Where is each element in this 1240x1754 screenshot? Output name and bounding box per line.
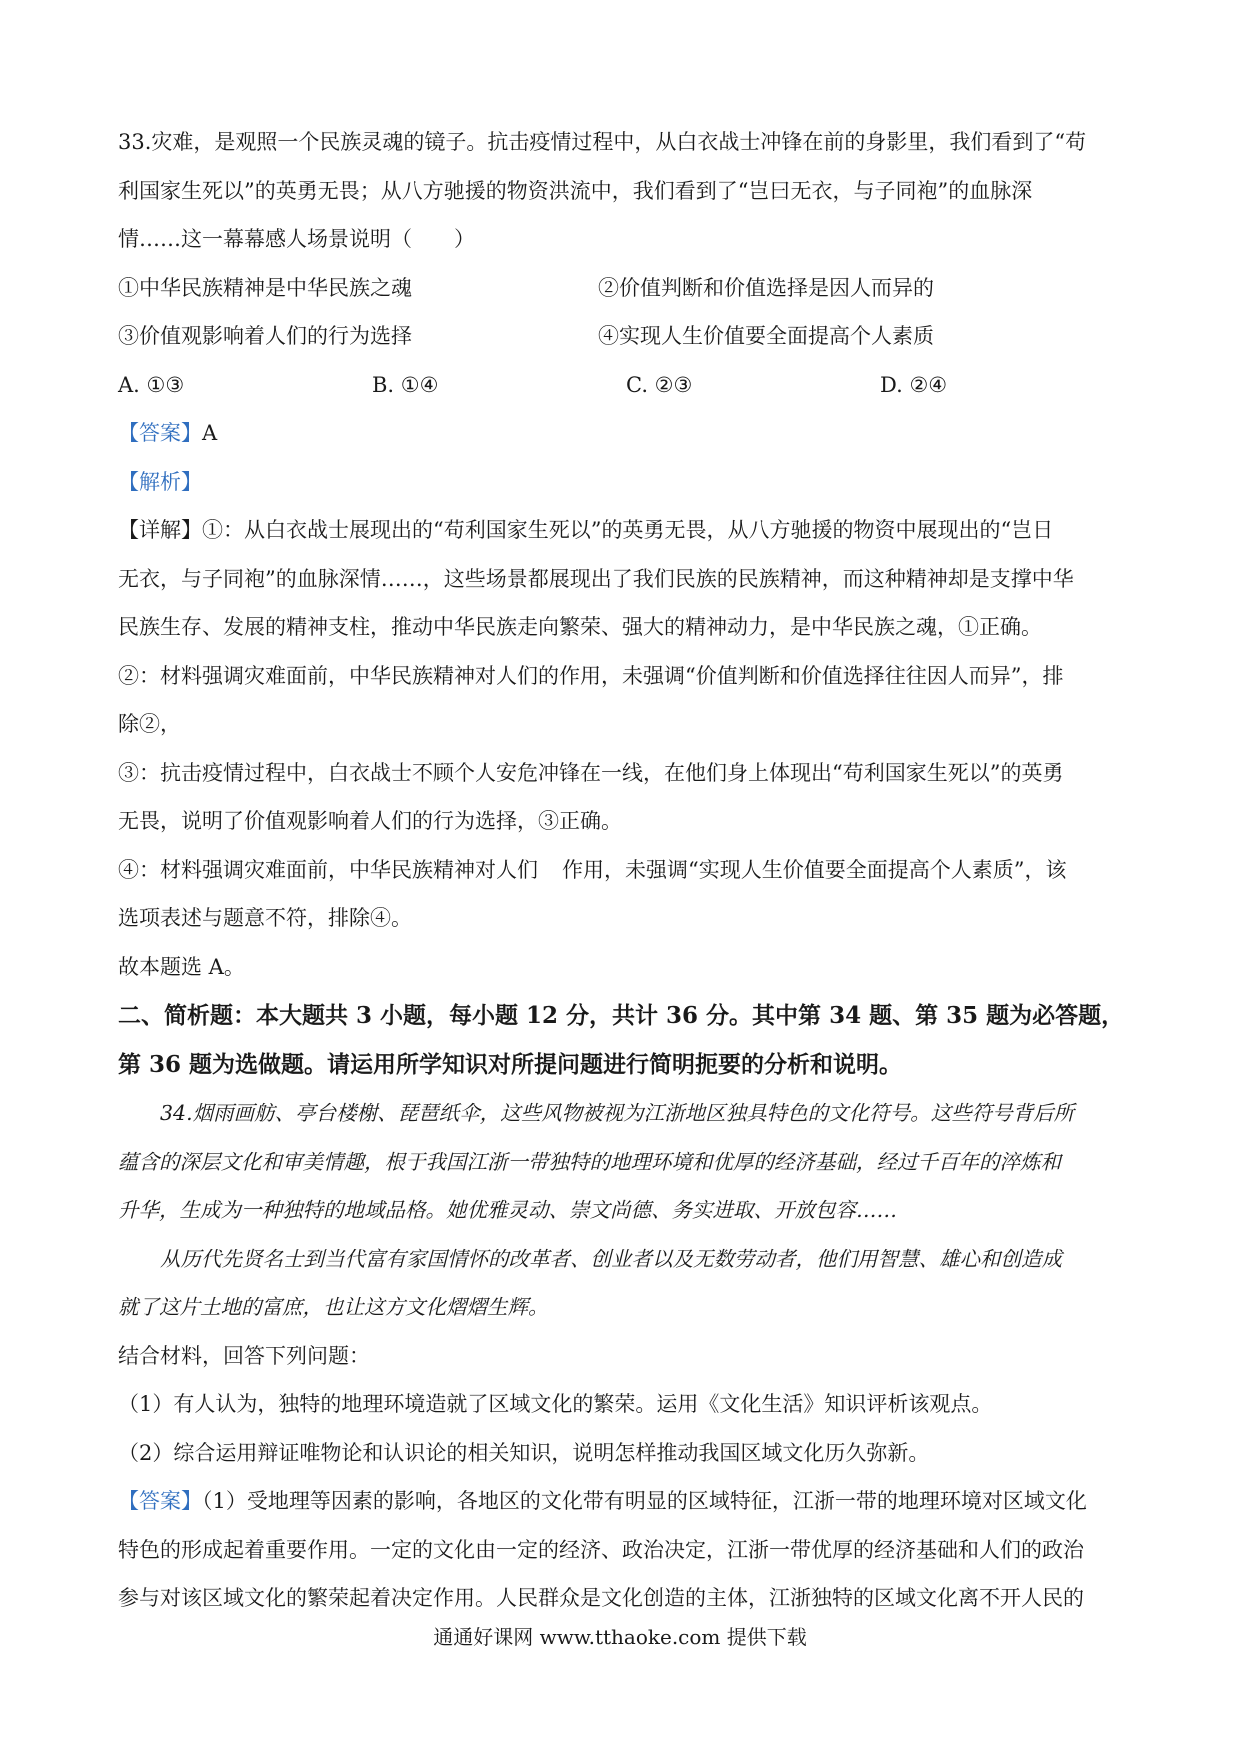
- q33-detail-text-1: ①：从白衣战士展现出的“苟利国家生死以”的英勇无畏，从八方驰援的物资中展现出的“岂日: [202, 518, 1054, 542]
- q33-detail-line-9: 选项表述与题意不符，排除④。: [118, 906, 412, 930]
- q33-detail-line-6: ③：抗击疫情过程中，白衣战士不顾个人安危冲锋在一线，在他们身上体现出“苟利国家生死以”的英勇: [118, 760, 1064, 785]
- q34-prompt: 结合材料，回答下列问题：: [118, 1343, 370, 1368]
- section2-heading-line-1: 二、简析题：本大题共 3 小题，每小题 12 分，共计 36 分。其中第 34 题、第 35 题为必答题，: [118, 1002, 1125, 1029]
- page-content: [118, 118, 1128, 1623]
- q34-question-1: （1）有人认为，独特的地理环境造就了区域文化的繁荣。运用《文化生活》知识评析该观点。: [118, 1392, 993, 1416]
- q34-material-p2-line-1: 从历代先贤名士到当代富有家国情怀的改革者、创业者以及无数劳动者，他们用智慧、雄心和创造成: [160, 1246, 1062, 1271]
- q33-stem-line-2: 利国家生死以”的英勇无畏；从八方驰援的物资洪流中，我们看到了“岂曰无衣，与子同袍”的血脉深: [118, 178, 1033, 203]
- q34-answer-line-1: [118, 1477, 1128, 1526]
- q33-analysis-tag: 【解析】: [118, 469, 202, 494]
- q33-statements-row-1: [118, 264, 1128, 313]
- q33-statement-1: ①中华民族精神是中华民族之魂: [118, 275, 412, 300]
- q33-option-d: D. ②④: [880, 372, 948, 397]
- q33-analysis: [118, 458, 1128, 507]
- q33-statement-3: ③价值观影响着人们的行为选择: [118, 324, 412, 348]
- q33-detail4-part-b: 作用，未强调“实现人生价值要全面提高个人素质”，该: [562, 857, 1067, 882]
- q33-statements-row-2: [118, 312, 1128, 361]
- q34-answer-line-3: 参与对该区域文化的繁荣起着决定作用。人民群众是文化创造的主体，江浙独特的区域文化离不开人民的: [118, 1586, 1084, 1610]
- q33-detail-tag: 【详解】: [118, 518, 202, 542]
- q33-detail-line-7: 无畏，说明了价值观影响着人们的行为选择，③正确。: [118, 809, 622, 833]
- q33-option-a: A. ①③: [118, 372, 185, 397]
- q34-material-p1-line-2: 蕴含的深层文化和审美情趣，根于我国江浙一带独特的地理环境和优厚的经济基础，经过千百年的淬炼和: [118, 1149, 1061, 1174]
- q34-material-p2-line-2: 就了这片土地的富庶，也让这方文化熠熠生辉。: [118, 1295, 549, 1319]
- q33-detail-line-2: 无衣，与子同袍”的血脉深情……，这些场景都展现出了我们民族的民族精神，而这种精神却是支撑中华: [118, 566, 1074, 591]
- q33-detail-line-1: [118, 506, 1128, 555]
- q33-detail-line-3: 民族生存、发展的精神支柱，推动中华民族走向繁荣、强大的精神动力，是中华民族之魂，①正确。: [118, 615, 1042, 639]
- q33-option-b: B. ①④: [372, 372, 439, 397]
- q33-answer: [118, 409, 1128, 458]
- q34-material-p1-line-1: 34.烟雨画舫、亭台楼榭、琵琶纸伞，这些风物被视为江浙地区独具特色的文化符号。这些符号背后所: [160, 1101, 1075, 1125]
- q33-detail4-part-a: ④：材料强调灾难面前，中华民族精神对人们: [118, 857, 538, 882]
- q34-answer-tag: 【答案】: [118, 1489, 202, 1513]
- q34-question-2: （2）综合运用辩证唯物论和认识论的相关知识，说明怎样推动我国区域文化历久弥新。: [118, 1440, 930, 1465]
- section2-heading-line-2: 第 36 题为选做题。请运用所学知识对所提问题进行简明扼要的分析和说明。: [118, 1051, 903, 1078]
- q33-statement-2: ②价值判断和价值选择是因人而异的: [598, 275, 934, 300]
- q33-detail-line-4: ②：材料强调灾难面前，中华民族精神对人们的作用，未强调“价值判断和价值选择往往因人而异”，排: [118, 663, 1064, 688]
- q34-answer-text-1: （1）受地理等因素的影响，各地区的文化带有明显的区域特征，江浙一带的地理环境对区域文化: [202, 1489, 1087, 1513]
- page-footer: 通通好课网 www.tthaoke.com 提供下载: [433, 1625, 807, 1649]
- q33-answer-value: A: [202, 421, 218, 445]
- q33-detail-line-8: [118, 846, 1128, 895]
- q33-stem-line-1: 33.灾难，是观照一个民族灵魂的镜子。抗击疫情过程中，从白衣战士冲锋在前的身影里，我们看到了“苟: [118, 130, 1087, 154]
- q33-stem-line-3: 情……这一幕幕感人场景说明（ ）: [118, 227, 475, 251]
- q33-conclusion: 故本题选 A。: [118, 954, 245, 979]
- q34-answer-line-2: 特色的形成起着重要作用。一定的文化由一定的经济、政治决定，江浙一带优厚的经济基础和人们的政治: [118, 1537, 1084, 1562]
- q33-statement-4: ④实现人生价值要全面提高个人素质: [598, 324, 934, 348]
- q33-option-c: C. ②③: [626, 372, 693, 397]
- q33-detail-line-5: 除②，: [118, 712, 181, 736]
- q33-answer-tag: 【答案】: [118, 421, 202, 445]
- q33-options: [118, 361, 1128, 410]
- q34-material-p1-line-3: 升华，生成为一种独特的地域品格。她优雅灵动、崇文尚德、务实进取、开放包容……: [118, 1198, 897, 1222]
